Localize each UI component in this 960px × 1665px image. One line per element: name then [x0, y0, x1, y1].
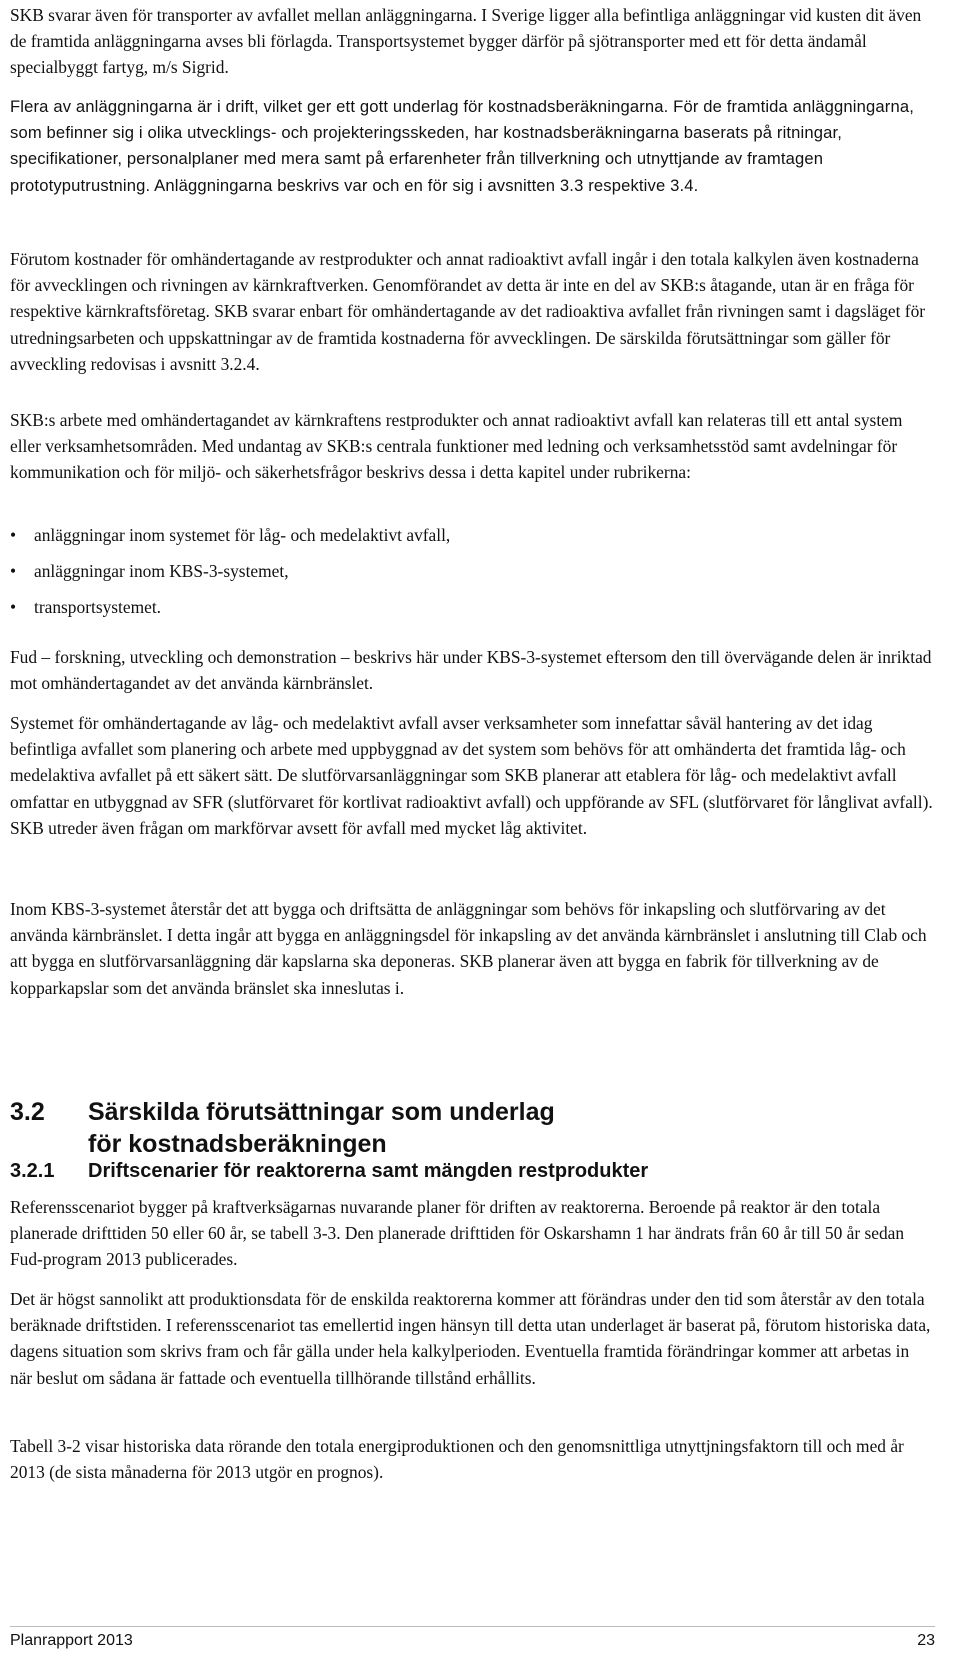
list-item: • anläggningar inom systemet för låg- och medelaktivt avfall,: [10, 522, 935, 548]
subsection-number: 3.2.1: [10, 1160, 55, 1182]
footer-title: Planrapport 2013: [10, 1632, 133, 1649]
paragraph-production-data: Det är högst sannolikt att produktionsdata för de enskilda reaktorerna kommer att förändras under den tid som återstår av den totala beräknade driftstiden. I referensscenariot tas emellertid ingen hänsyn till detta utan underlaget är baserat på, förutom historiska data, dagens situation som skrivs fram och får gälla under hela kalkylperioden. Eventuella framtida förändringar kommer att arbetas in när beslut om sådana är fattade och eventuella tillhörande tillstånd erhållits.: [10, 1289, 931, 1388]
paragraph-facilities: Flera av anläggningarna är i drift, vilket ger ett gott underlag för kostnadsberäkningarna. För de framtida anläggningarna, som befinner sig i olika utvecklings- och projekteringsskeden, har kostnadsberäkningarna baserats på ritningar, specifikationer, personalplaner med mera samt på erfarenheter från tillverkning och utnyttjande av framtagen prototyputrustning. Anläggningarna beskrivs var och en för sig i avsnitten 3.3 respektive 3.4.: [10, 97, 914, 195]
section-title-line2: för kostnadsberäkningen: [88, 1130, 387, 1158]
footer-divider: [10, 1626, 935, 1627]
paragraph-systems: SKB:s arbete med omhändertagandet av kärnkraftens restprodukter och annat radioaktivt avfall kan relateras till ett antal system eller verksamhetsområden. Med undantag av SKB:s centrala funktioner med ledning och verksamhetsstöd samt avdelningar för kommunikation och för miljö- och säkerhetsfrågor beskrivs dessa i detta kapitel under rubrikerna:: [10, 410, 903, 483]
paragraph-low-medium-waste: Systemet för omhändertagande av låg- och medelaktivt avfall avser verksamheter som innefattar såväl hantering av det idag befintliga avfallet som planering och arbete med uppbyggnad av det system som behövs för att omhänderta det framtida låg- och medelaktiva avfallet på ett säkert sätt. De slutförvarsanläggningar som SKB planerar att etablera för låg- och medelaktivt avfall omfattar en utbyggnad av SFR (slutförvaret för kortlivat radioaktivt avfall) och uppförande av SFL (slutförvaret för långlivat avfall). SKB utreder även frågan om markförvar avsett för avfall med mycket låg aktivitet.: [10, 713, 933, 838]
list-item: • anläggningar inom KBS-3-systemet,: [10, 558, 935, 584]
subsection-heading: [10, 1158, 648, 1184]
paragraph-transport: SKB svarar även för transporter av avfallet mellan anläggningarna. I Sverige ligger alla befintliga anläggningar vid kusten dit även de framtida anläggningarna avses bli förlagda. Transportsystemet bygger därför på sjötransporter med ett för detta ändamål specialbyggt fartyg, m/s Sigrid.: [10, 5, 922, 78]
paragraph-reference-scenario: Referensscenariot bygger på kraftverksägarnas nuvarande planer för driften av reaktorerna. Beroende på reaktor är den totala planerade drifttiden 50 eller 60 år, se tabell 3-3. Den planerade drifttiden för Oskarshamn 1 har ändrats från 60 år till 50 år sedan Fud-program 2013 publicerades.: [10, 1197, 905, 1270]
system-list: [10, 522, 935, 631]
section-number: 3.2: [10, 1098, 45, 1126]
list-item: • transportsystemet.: [10, 594, 935, 620]
paragraph-fud: Fud – forskning, utveckling och demonstration – beskrivs här under KBS-3-systemet eftersom den till övervägande delen är inriktad mot omhändertagandet av det använda kärnbränslet.: [10, 647, 932, 694]
paragraph-table-ref: Tabell 3-2 visar historiska data rörande den totala energiproduktionen och den genomsnittliga utnyttjningsfaktorn till och med år 2013 (de sista månaderna för 2013 utgör en prognos).: [10, 1436, 904, 1483]
paragraph-kbs3: Inom KBS-3-systemet återstår det att bygga och driftsätta de anläggningar som behövs för inkapsling och slutförvaring av det använda kärnbränslet. I detta ingår att bygga en anläggningsdel för inkapsling av det använda kärnbränslet i anslutning till Clab och att bygga en slutförvarsanläggning där kapslarna ska deponeras. SKB planerar även att bygga en fabrik för tillverkning av de kopparkapslar som det använda bränslet ska inneslutas i.: [10, 899, 927, 998]
subsection-title: Driftscenarier för reaktorerna samt mängden restprodukter: [88, 1160, 649, 1182]
section-title-line1: Särskilda förutsättningar som underlag: [88, 1098, 555, 1126]
page-number: 23: [917, 1632, 935, 1649]
section-heading: [10, 1096, 555, 1160]
paragraph-decommissioning: Förutom kostnader för omhändertagande av restprodukter och annat radioaktivt avfall ingår i den totala kalkylen även kostnaderna för avvecklingen och rivningen av kärnkraftverken. Genomförandet av detta är inte en del av SKB:s åtagande, utan är en fråga för respektive kärnkraftsföretag. SKB svarar enbart för omhändertagande av det radioaktiva avfallet från rivningen samt i dagsläget för utredningsarbeten och uppskattningar av de framtida kostnaderna för avvecklingen. De särskilda förutsättningar som gäller för avveckling redovisas i avsnitt 3.2.4.: [10, 249, 926, 374]
